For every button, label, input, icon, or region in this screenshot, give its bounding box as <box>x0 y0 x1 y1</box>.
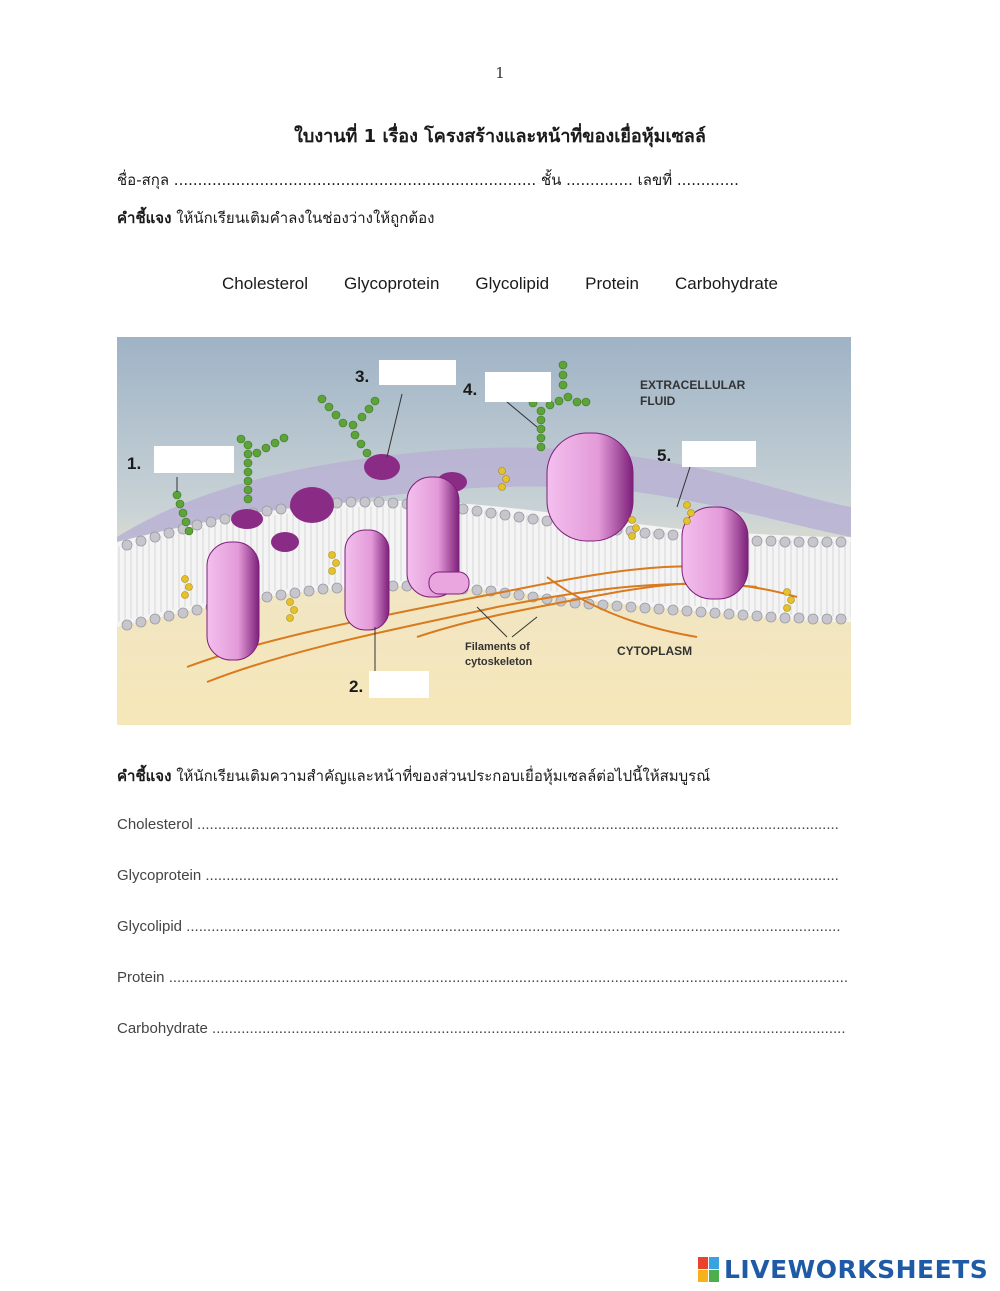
instruction-label: คำชี้แจง <box>117 209 172 227</box>
answer-box-2[interactable] <box>369 671 429 698</box>
instruction-label: คำชี้แจง <box>117 767 172 785</box>
word-bank-item: Protein <box>585 274 639 293</box>
answer-row-glycolipid[interactable]: Glycolipid ............................................................................................................................................................. <box>117 918 841 935</box>
page-number: 1 <box>495 64 505 82</box>
instruction-2 <box>117 764 710 788</box>
instruction-1 <box>117 206 434 230</box>
label-number-5: 5. <box>657 446 672 465</box>
label-number-1: 1. <box>127 454 142 473</box>
answer-box-5[interactable] <box>682 441 756 467</box>
label-extracellular: EXTRACELLULAR <box>640 378 746 392</box>
answer-row-carbohydrate[interactable]: Carbohydrate ........................................................................................................................................................ <box>117 1020 846 1037</box>
label-cytoskeleton: cytoskeleton <box>465 656 533 668</box>
word-bank-item: Cholesterol <box>221 274 308 293</box>
instruction-text: ให้นักเรียนเติมความสำคัญและหน้าที่ของส่วนประกอบเยื่อหุ้มเซลล์ต่อไปนี้ให้สมบูรณ์ <box>171 767 711 785</box>
word-bank-item: Carbohydrate <box>675 274 779 293</box>
label-number-2: 2. <box>349 677 364 696</box>
logo-icon <box>698 1257 720 1283</box>
liveworksheets-logo <box>698 1255 988 1284</box>
word-bank-item: Glycoprotein <box>343 274 440 293</box>
word-bank <box>0 274 1000 294</box>
answer-row-cholesterol[interactable]: Cholesterol .......................................................................................................................................................... <box>117 816 839 833</box>
label-fluid: FLUID <box>640 394 676 408</box>
cell-membrane-diagram <box>117 337 851 725</box>
label-cytoplasm: CYTOPLASM <box>617 644 693 658</box>
student-info-line: ชื่อ-สกุล ............................................................................ ชั้น .............. เลขที่ ............. <box>117 171 739 189</box>
answer-row-glycoprotein[interactable]: Glycoprotein ........................................................................................................................................................ <box>117 867 839 884</box>
answer-box-4[interactable] <box>485 372 551 402</box>
word-bank-item: Glycolipid <box>475 274 550 293</box>
label-filaments: Filaments of <box>465 641 530 653</box>
worksheet-title: ใบงานที่ 1 เรื่อง โครงสร้างและหน้าที่ของเยื่อหุ้มเซลล์ <box>294 126 706 147</box>
answer-box-3[interactable] <box>379 360 456 385</box>
label-number-4: 4. <box>463 380 478 399</box>
answer-box-1[interactable] <box>154 446 234 473</box>
instruction-text: ให้นักเรียนเติมคำลงในช่องว่างให้ถูกต้อง <box>171 209 435 227</box>
answer-row-protein[interactable]: Protein ................................................................................................................................................................... <box>117 969 848 986</box>
label-number-3: 3. <box>355 367 370 386</box>
logo-text: LIVEWORKSHEETS <box>724 1255 989 1284</box>
